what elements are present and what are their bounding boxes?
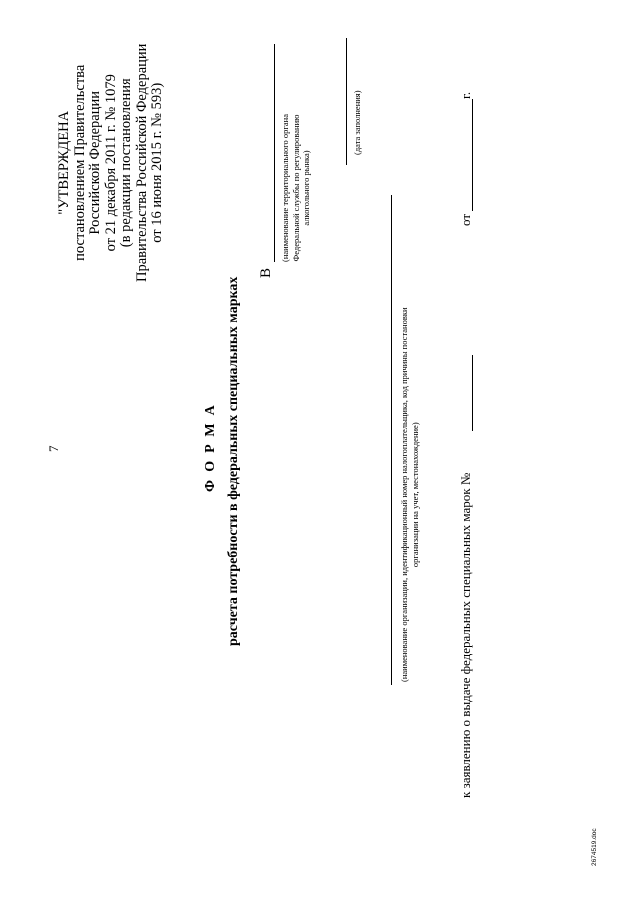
addressee-caption-line: (наименование территориального органа	[280, 113, 290, 262]
application-number-line	[472, 355, 473, 431]
application-from-label: от	[458, 213, 473, 226]
addressee-prefix: В	[258, 267, 274, 278]
approval-line: от 21 декабря 2011 г. № 1079	[102, 74, 119, 252]
form-heading: ФОРМА	[203, 397, 218, 492]
approval-line: постановлением Правительства	[71, 64, 88, 261]
approval-line: Правительства Российской Федерации	[133, 43, 150, 282]
approval-line: (в редакции постановления	[118, 78, 134, 248]
approval-block	[57, 44, 166, 282]
organization-caption	[399, 307, 420, 682]
addressee-caption	[280, 114, 312, 262]
document-id: 2674519.doc	[591, 828, 598, 866]
fill-date-line	[346, 38, 347, 165]
approval-line: от 16 июня 2015 г. № 593)	[149, 82, 165, 243]
application-date-line	[472, 99, 473, 211]
organization-caption-line: организации на учет, местонахождение)	[409, 422, 420, 568]
approval-line: "УТВЕРЖДЕНА	[56, 110, 72, 215]
form-title: расчета потребности в федеральных специальных марках	[226, 276, 241, 646]
organization-caption-line: (наименование организации, идентификационный номер налогоплательщика, код причины постановки	[399, 307, 409, 682]
addressee-caption-line: Федеральной службы по регулированию	[290, 114, 301, 262]
addressee-caption-line: алкогольного рынка)	[301, 150, 311, 226]
page-number: 7	[46, 445, 61, 452]
application-text: к заявлению о выдаче федеральных специальных марок №	[458, 472, 473, 798]
addressee-line	[274, 44, 275, 262]
approval-line: Российской Федерации	[87, 91, 103, 235]
fill-date-caption: (дата заполнения)	[352, 90, 362, 155]
application-year-suffix: г.	[458, 91, 473, 99]
organization-line	[391, 195, 392, 685]
